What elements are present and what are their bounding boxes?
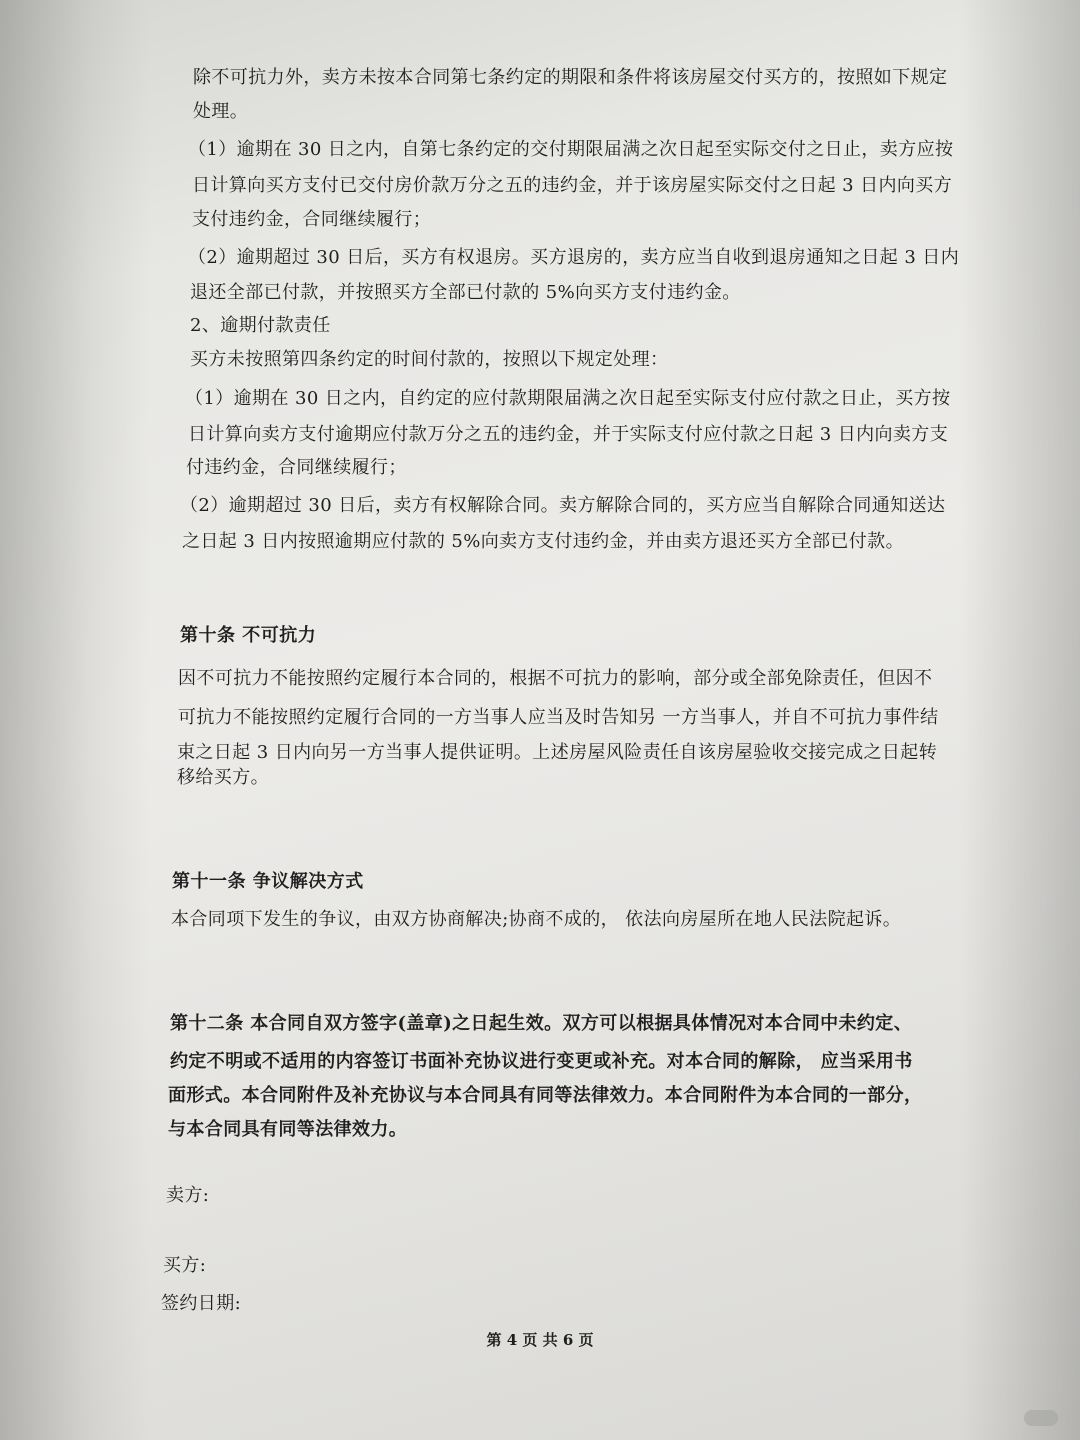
seller-signature-label: 卖方: — [166, 1185, 210, 1206]
article10-line4: 移给买方。 — [177, 767, 269, 788]
page-shadow-left — [0, 0, 150, 1440]
page-number-footer: 第 4 页 共 6 页 — [486, 1331, 594, 1349]
article9-item2-line2: 退还全部已付款，并按照买方全部已付款的 5%向买方支付违约金。 — [190, 282, 741, 303]
corner-mark — [1024, 1410, 1058, 1426]
article10-line3: 束之日起 3 日内向另一方当事人提供证明。上述房屋风险责任自该房屋验收交接完成之日起转 — [177, 742, 938, 763]
article12-line4: 与本合同具有同等法律效力。 — [168, 1119, 408, 1140]
article12-heading: 第十二条 — [170, 1013, 244, 1034]
section2-item2-line1: （2）逾期超过 30 日后，卖方有权解除合同。卖方解除合同的，买方应当自解除合同通知送达 — [180, 495, 946, 516]
section2-intro: 买方未按照第四条约定的时间付款的，按照以下规定处理： — [190, 349, 669, 370]
article12-line1 — [170, 1012, 912, 1036]
section2-item1-line3: 付违约金，合同继续履行； — [186, 457, 407, 478]
article9-item2-line1: （2）逾期超过 30 日后，买方有权退房。买方退房的，卖方应当自收到退房通知之日起 3 日内 — [188, 247, 960, 268]
article11-title: 第十一条 争议解决方式 — [172, 871, 364, 892]
section2-item1-line1: （1）逾期在 30 日之内，自约定的应付款期限届满之次日起至实际支付应付款之日止，买方按 — [185, 388, 951, 409]
page-shadow-right — [960, 0, 1080, 1440]
article10-title: 第十条 不可抗力 — [180, 625, 317, 646]
section2-item2-line2: 之日起 3 日内按照逾期应付款的 5%向卖方支付违约金，并由卖方退还买方全部已付款。 — [182, 531, 904, 552]
article12-line1-text: 本合同自双方签字(盖章)之日起生效。双方可以根据具体情况对本合同中未约定、 — [243, 1013, 913, 1034]
article9-intro-line1: 除不可抗力外，卖方未按本合同第七条约定的期限和条件将该房屋交付买方的，按照如下规定 — [193, 67, 948, 88]
article9-item1-line2: 日计算向买方支付已交付房价款万分之五的违约金，并于该房屋实际交付之日起 3 日内向买方 — [192, 175, 953, 196]
article9-item1-line3: 支付违约金，合同继续履行； — [192, 209, 432, 230]
article10-line1: 因不可抗力不能按照约定履行本合同的，根据不可抗力的影响，部分或全部免除责任，但因不 — [178, 668, 933, 689]
article11-line1: 本合同项下发生的争议，由双方协商解决;协商不成的， 依法向房屋所在地人民法院起诉。 — [171, 909, 902, 930]
section2-item1-line2: 日计算向卖方支付逾期应付款万分之五的违约金，并于实际支付应付款之日起 3 日内向卖方支 — [188, 424, 949, 445]
signing-date-label: 签约日期: — [161, 1293, 242, 1314]
article9-item1-line1: （1）逾期在 30 日之内，自第七条约定的交付期限届满之次日起至实际交付之日止，卖方应按 — [188, 139, 954, 160]
buyer-signature-label: 买方: — [163, 1255, 207, 1276]
section2-title: 2、逾期付款责任 — [190, 315, 331, 336]
article12-line2: 约定不明或不适用的内容签订书面补充协议进行变更或补充。对本合同的解除， 应当采用书 — [170, 1051, 913, 1072]
article9-intro-line2: 处理。 — [193, 101, 249, 122]
article10-line2: 可抗力不能按照约定履行合同的一方当事人应当及时告知另 一方当事人，并自不可抗力事件结 — [178, 707, 939, 728]
article12-line3: 面形式。本合同附件及补充协议与本合同具有同等法律效力。本合同附件为本合同的一部分， — [168, 1085, 923, 1106]
